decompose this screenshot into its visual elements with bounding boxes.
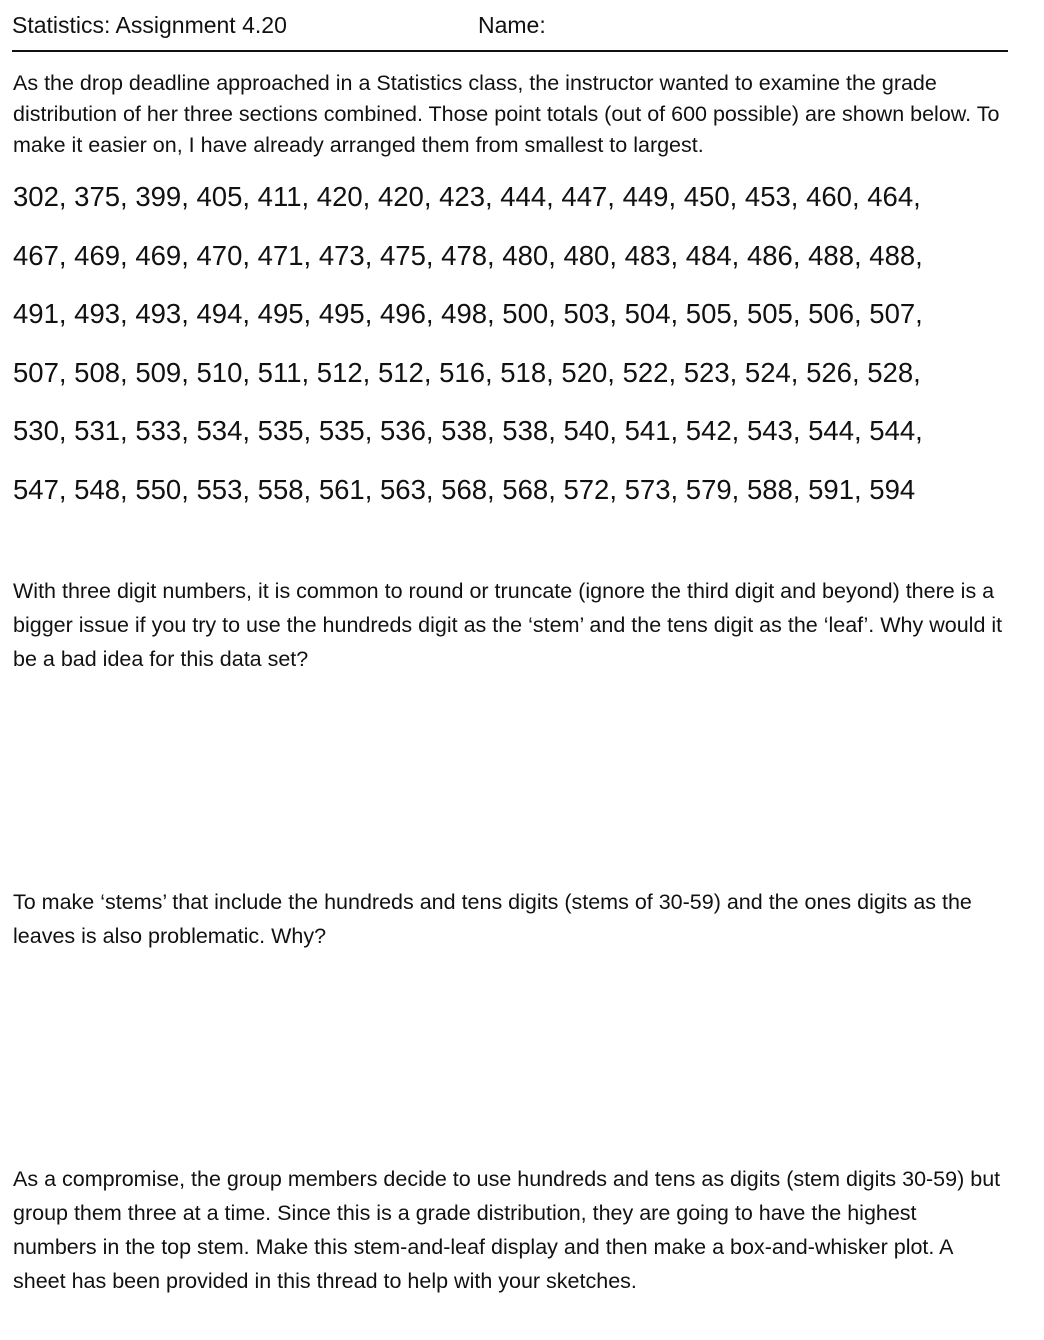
data-line: 467, 469, 469, 470, 471, 473, 475, 478, 480, 480, 483, 484, 486, 488, 488, — [13, 239, 923, 271]
data-line: 491, 493, 493, 494, 495, 495, 496, 498, 500, 503, 504, 505, 505, 506, 507, — [13, 298, 923, 330]
assignment-title: Statistics: Assignment 4.20 — [12, 12, 287, 38]
data-line: 507, 508, 509, 510, 511, 512, 512, 516, 518, 520, 522, 523, 524, 526, 528, — [13, 356, 921, 388]
question-1: With three digit numbers, it is common to round or truncate (ignore the third digit and beyond) there is a bigger issue if you try to use the hundreds digit as the ‘stem’ and the tens digit as the ‘leaf’. Why would it be a bad idea for this data set? — [13, 579, 1003, 671]
intro-paragraph: As the drop deadline approached in a Statistics class, the instructor wanted to examine the grade distribution of her three sections combined. Those point totals (out of 600 possible) are shown below. To make it easier on, I have already arranged them from smallest to largest. — [13, 71, 1000, 157]
question-3: As a compromise, the group members decide to use hundreds and tens as digits (stem digits 30-59) but group them three at a time. Since this is a grade distribution, they are going to have the highest numbers in the top stem. Make this stem-and-leaf display and then make a box-and-whisker plot. A sheet has been provided in this thread to help with your sketches. — [13, 1167, 1001, 1293]
data-line: 547, 548, 550, 553, 558, 561, 563, 568, 568, 572, 573, 579, 588, 591, 594 — [13, 473, 916, 505]
data-values — [13, 176, 1023, 528]
question-2: To make ‘stems’ that include the hundreds and tens digits (stems of 30-59) and the ones digits as the leaves is also problematic. Why? — [13, 890, 972, 948]
name-label: Name: — [478, 12, 546, 38]
data-line: 302, 375, 399, 405, 411, 420, 420, 423, 444, 447, 449, 450, 453, 460, 464, — [13, 181, 921, 212]
data-line: 530, 531, 533, 534, 535, 535, 536, 538, 538, 540, 541, 542, 543, 544, 544, — [13, 415, 923, 447]
worksheet-header — [12, 10, 1008, 52]
